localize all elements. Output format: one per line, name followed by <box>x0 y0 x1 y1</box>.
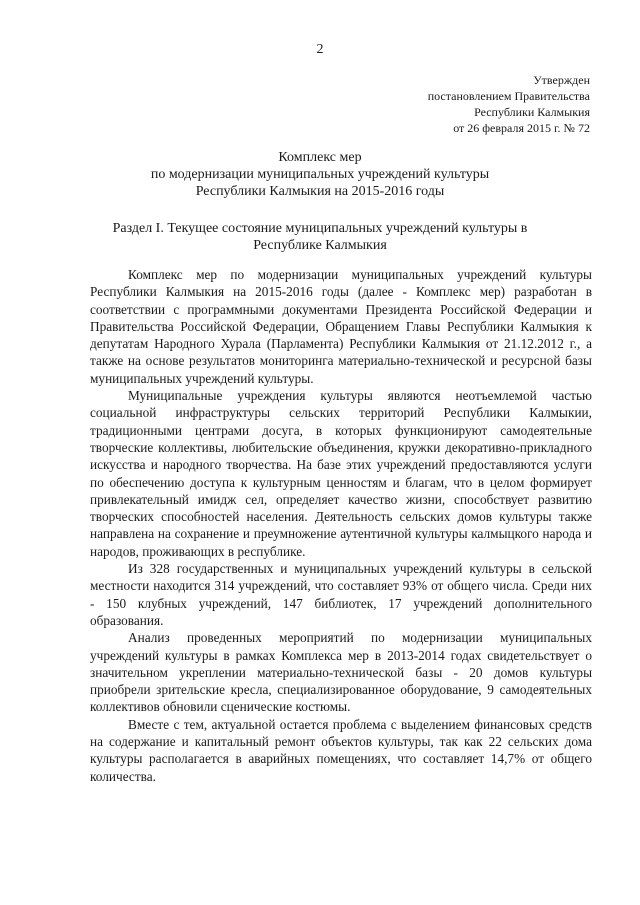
body-text <box>90 266 592 785</box>
page-number: 2 <box>316 42 324 57</box>
approval-line: Утвержден <box>533 73 590 87</box>
approval-line: Республики Калмыкия <box>474 105 590 119</box>
paragraph: Из 328 государственных и муниципальных учреждений культуры в сельской местности находится 314 учреждений, что составляет 93% от общего числа. Среди них - 150 клубных учреждений, 147 библиотек, 17 учреждений дополнительного образования. <box>90 561 592 628</box>
section-heading-line: Раздел I. Текущее состояние муниципальных учреждений культуры в <box>112 221 528 236</box>
approval-date-line: от 26 февраля 2015 г. № 72 <box>453 121 590 135</box>
approval-line: постановлением Правительства <box>427 89 590 103</box>
paragraph: Вместе с тем, актуальной остается проблема с выделением финансовых средств на содержание и капитальный ремонт объектов культуры, так как 22 сельских дома культуры располагается в аварийных помещениях, что составляет 14,7% от общего количества. <box>90 716 592 784</box>
section-heading-line: Республике Калмыкия <box>253 238 387 253</box>
title-line: Республики Калмыкия на 2015-2016 годы <box>195 184 445 199</box>
title-line: по модернизации муниципальных учреждений культуры <box>150 167 490 182</box>
paragraph: Муниципальные учреждения культуры являются неотъемлемой частью социальной инфраструктуры сельских территорий Республики Калмыкии, традиционными центрами досуга, в которых функционируют самодеятельные творческие коллективы, любительские объединения, кружки декоративно-прикладного искусства и народного творчества. На базе этих учреждений предоставляются услуги по обеспечению доступа к культурным ценностям и благам, что в целом формирует привлекательный имидж сел, определяет качество жизни, способствует развитию творческих способностей населения. Деятельность сельских домов культуры также направлена на сохранение и преумножение аутентичной культуры калмыцкого народа и народов, проживающих в республике. <box>90 388 592 559</box>
paragraph: Комплекс мер по модернизации муниципальных учреждений культуры Республики Калмыкия на 2015-2016 годы (далее - Комплекс мер) разработан в соответствии с программными документами Президента Российской Федерации и Правительства Российской Федерации, Обращением Главы Республики Калмыкия к депутатам Народного Хурала (Парламента) Республики Калмыкия от 21.12.2012 г., а также на основе результатов мониторинга материально-технической и ресурсной базы муниципальных учреждений культуры. <box>90 267 592 386</box>
section-heading <box>0 220 640 254</box>
approval-block <box>428 72 590 136</box>
document-title <box>0 149 640 200</box>
title-line: Комплекс мер <box>278 150 362 165</box>
paragraph: Анализ проведенных мероприятий по модернизации муниципальных учреждений культуры в рамках Комплекса мер в 2013-2014 годах свидетельствует о значительном укреплении материально-технической базы - 20 домов культуры приобрели зрительские кресла, специализированное оборудование, 9 самодеятельных коллективов обновили сценические костюмы. <box>90 630 592 715</box>
